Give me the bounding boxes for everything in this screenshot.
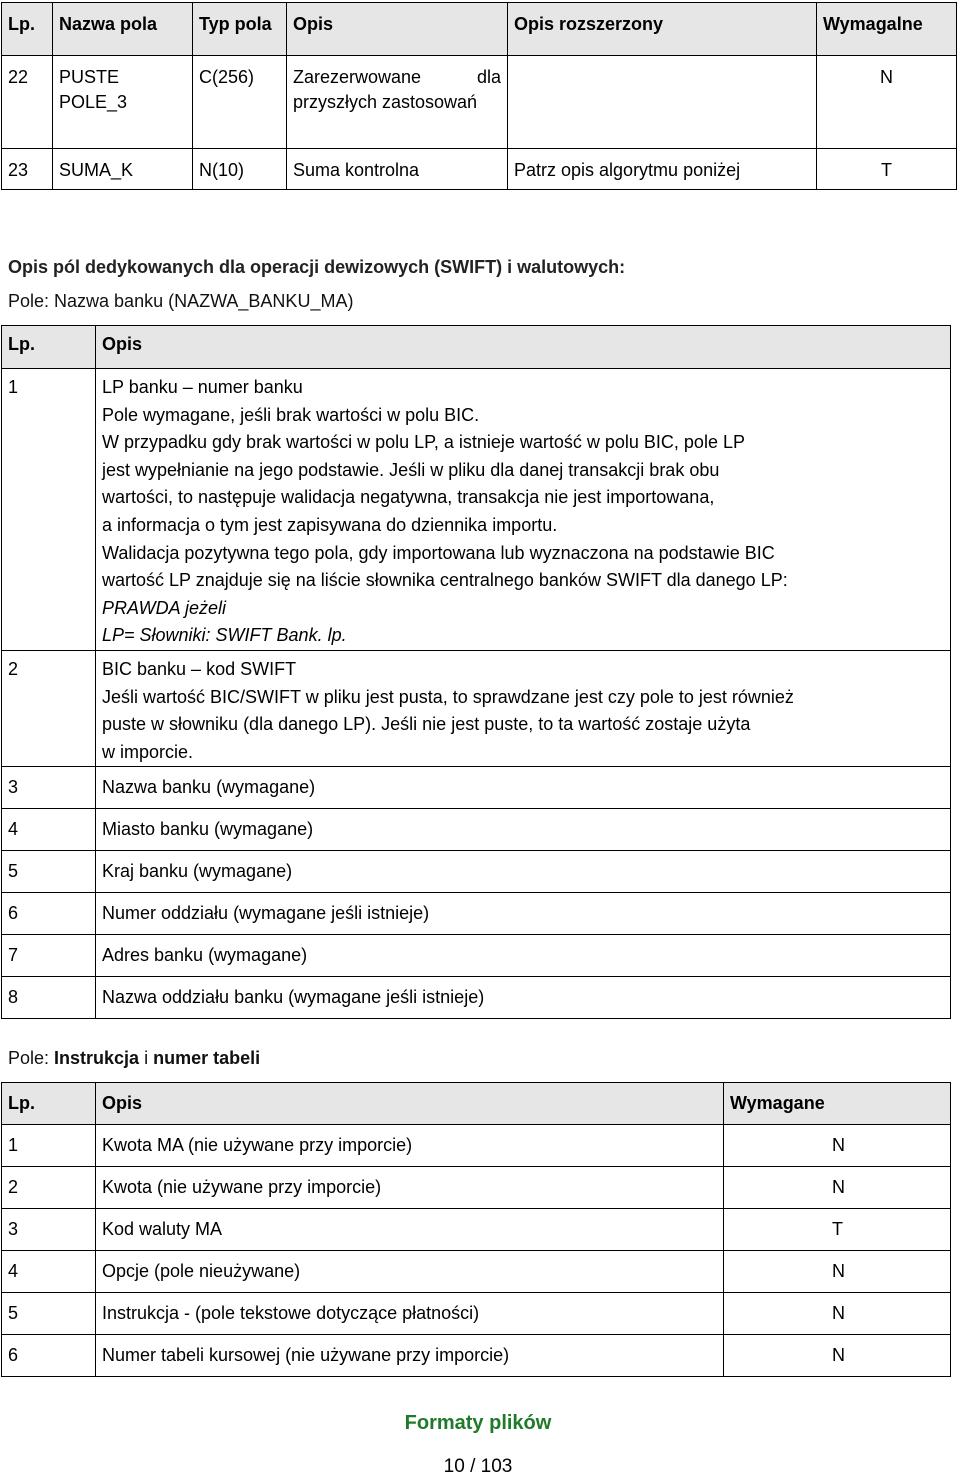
table-row xyxy=(2,935,951,977)
header-lp: Lp. xyxy=(2,1083,96,1125)
line: W przypadku gdy brak wartości w polu LP, a istnieje wartość w polu BIC, pole LP xyxy=(102,432,745,453)
cell-desc: Kod waluty MA xyxy=(96,1209,724,1251)
cell-type: N(10) xyxy=(193,149,287,190)
line: puste w słowniku (dla danego LP). Jeśli nie jest puste, to ta wartość zostaje użyta xyxy=(102,714,751,735)
line: w imporcie. xyxy=(102,741,194,762)
label-part2: numer tabeli xyxy=(153,1048,261,1068)
cell-req: N xyxy=(724,1251,951,1293)
line: Pole wymagane, jeśli brak wartości w polu BIC. xyxy=(102,404,480,425)
section-heading: Opis pól dedykowanych dla operacji dewizowych (SWIFT) i walutowych: xyxy=(8,257,626,277)
cell-desc: Kraj banku (wymagane) xyxy=(96,851,951,893)
header-field-type: Typ pola xyxy=(193,3,287,56)
line: LP= Słowniki: SWIFT Bank. lp. xyxy=(102,625,347,646)
cell-name: PUSTE POLE_3 xyxy=(53,56,193,149)
cell-desc xyxy=(96,650,951,766)
cell-lp: 2 xyxy=(2,1167,96,1209)
cell-lp: 23 xyxy=(2,149,53,190)
bank-table xyxy=(1,325,951,1019)
cell-req: T xyxy=(724,1209,951,1251)
label-part1: Instrukcja xyxy=(54,1048,140,1068)
instruction-label xyxy=(8,1048,260,1069)
cell-lp: 3 xyxy=(2,1209,96,1251)
cell-req: N xyxy=(724,1125,951,1167)
table-row xyxy=(2,851,951,893)
cell-ext xyxy=(508,56,817,149)
line: Walidacja pozytywna tego pola, gdy importowana lub wyznaczona na podstawie BIC xyxy=(102,542,775,563)
table-row xyxy=(2,893,951,935)
line: jest wypełnianie na jego podstawie. Jeśli w pliku dla danej transakcji brak obu xyxy=(102,459,720,480)
table-row xyxy=(2,1335,951,1377)
cell-req: N xyxy=(724,1293,951,1335)
cell-lp: 5 xyxy=(2,1293,96,1335)
table-row xyxy=(2,767,951,809)
cell-req: N xyxy=(817,56,957,149)
cell-lp: 4 xyxy=(2,1251,96,1293)
cell-desc: Zarezerwowane dla przyszłych zastosowań xyxy=(287,56,508,149)
cell-desc: Numer tabeli kursowej (nie używane przy imporcie) xyxy=(96,1335,724,1377)
table-row xyxy=(2,1209,951,1251)
cell-desc: Nazwa banku (wymagane) xyxy=(96,767,951,809)
page-number: 10 / 103 xyxy=(443,1456,513,1477)
table-row xyxy=(2,1251,951,1293)
line: wartość LP znajduje się na liście słownika centralnego banków SWIFT dla danego LP: xyxy=(102,570,788,591)
fields-table xyxy=(1,2,957,190)
cell-lp: 8 xyxy=(2,977,96,1019)
cell-lp: 1 xyxy=(2,1125,96,1167)
line: PRAWDA jeżeli xyxy=(102,597,227,618)
cell-ext: Patrz opis algorytmu poniżej xyxy=(508,149,817,190)
line: BIC banku – kod SWIFT xyxy=(102,658,297,679)
header-description: Opis xyxy=(96,326,951,369)
table-row xyxy=(2,149,957,190)
table-row xyxy=(2,1125,951,1167)
cell-lp: 3 xyxy=(2,767,96,809)
line: wartości, to następuje walidacja negatywna, transakcja nie jest importowana, xyxy=(102,487,715,508)
cell-desc: Adres banku (wymagane) xyxy=(96,935,951,977)
cell-desc: Kwota (nie używane przy imporcie) xyxy=(96,1167,724,1209)
cell-req: T xyxy=(817,149,957,190)
table-row xyxy=(2,650,951,766)
bank-name-label: Pole: Nazwa banku (NAZWA_BANKU_MA) xyxy=(8,291,354,311)
table-row xyxy=(2,1293,951,1335)
line: LP banku – numer banku xyxy=(102,377,303,397)
cell-lp: 22 xyxy=(2,56,53,149)
cell-lp: 6 xyxy=(2,1335,96,1377)
table-row xyxy=(2,56,957,149)
table-row xyxy=(2,977,951,1019)
line: Jeśli wartość BIC/SWIFT w pliku jest pusta, to sprawdzane jest czy pole to jest również xyxy=(102,686,794,707)
cell-desc xyxy=(96,369,951,651)
cell-req: N xyxy=(724,1335,951,1377)
label-prefix: Pole: xyxy=(8,1048,55,1068)
line: a informacja o tym jest zapisywana do dziennika importu. xyxy=(102,514,558,535)
cell-lp: 5 xyxy=(2,851,96,893)
cell-desc: Opcje (pole nieużywane) xyxy=(96,1251,724,1293)
label-mid: i xyxy=(139,1048,154,1068)
header-description: Opis xyxy=(287,3,508,56)
cell-desc: Nazwa oddziału banku (wymagane jeśli istnieje) xyxy=(96,977,951,1019)
cell-lp: 2 xyxy=(2,650,96,766)
header-field-name: Nazwa pola xyxy=(53,3,193,56)
cell-desc: Instrukcja - (pole tekstowe dotyczące płatności) xyxy=(96,1293,724,1335)
header-description: Opis xyxy=(96,1083,724,1125)
cell-lp: 4 xyxy=(2,809,96,851)
cell-lp: 6 xyxy=(2,893,96,935)
header-ext-description: Opis rozszerzony xyxy=(508,3,817,56)
instruction-table xyxy=(1,1082,951,1377)
table-row xyxy=(2,1167,951,1209)
cell-desc: Numer oddziału (wymagane jeśli istnieje) xyxy=(96,893,951,935)
cell-name: SUMA_K xyxy=(53,149,193,190)
header-required: Wymagalne xyxy=(817,3,957,56)
table-row xyxy=(2,809,951,851)
cell-desc: Suma kontrolna xyxy=(287,149,508,190)
cell-req: N xyxy=(724,1167,951,1209)
header-required: Wymagane xyxy=(724,1083,951,1125)
header-lp: Lp. xyxy=(2,3,53,56)
cell-lp: 7 xyxy=(2,935,96,977)
cell-desc: Miasto banku (wymagane) xyxy=(96,809,951,851)
cell-type: C(256) xyxy=(193,56,287,149)
footer-title: Formaty plików xyxy=(404,1412,552,1434)
cell-lp: 1 xyxy=(2,369,96,651)
table-row xyxy=(2,369,951,651)
cell-desc: Kwota MA (nie używane przy imporcie) xyxy=(96,1125,724,1167)
header-lp: Lp. xyxy=(2,326,96,369)
